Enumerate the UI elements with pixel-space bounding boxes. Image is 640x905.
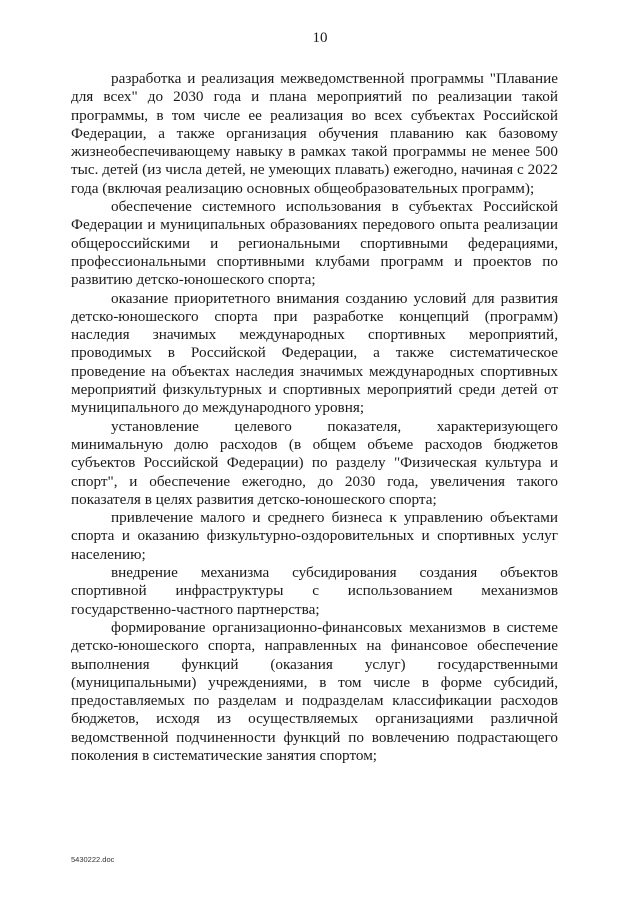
paragraph-target-indicator: установление целевого показателя, характеризующего минимальную долю расходов (в общем объеме расходов бюджетов субъектов Российской Федерации) по разделу "Физическая культура и спорт", и обеспечение ежегодно, до 2030 года, увеличения такого показателя в целях развития детско-юношеского спорта;	[71, 417, 558, 508]
document-body	[71, 70, 558, 765]
paragraph-financial-mechanisms: формирование организационно-финансовых механизмов в системе детско-юношеского спорта, направленных на финансовое обеспечение выполнения функций (оказания услуг) государственными (муниципальными) учреждениями, в том числе в форме субсидий, предоставляемых по разделам и подразделам классификации расходов бюджетов, исходя из осуществляемых организациями различной ведомственной подчиненности функций по вовлечению подрастающего поколения в систематические занятия спортом;	[71, 618, 558, 764]
paragraph-best-practices: обеспечение системного использования в субъектах Российской Федерации и муниципальных образованиях передового опыта реализации общероссийскими и региональными спортивными федерациями, профессиональными спортивными клубами программ и проектов по развитию детско-юношеского спорта;	[71, 198, 558, 289]
page-number: 10	[312, 30, 328, 46]
paragraph-legacy-events: оказание приоритетного внимания созданию условий для развития детско-юношеского спорта при разработке концепций (программ) наследия значимых международных спортивных мероприятий, проводимых в Российской Федерации, а также систематическое проведение на объектах наследия значимых международных спортивных мероприятий физкультурных и спортивных мероприятий среди детей от муниципального до международного уровня;	[71, 289, 558, 417]
footer-file-code: 5430222.doc	[71, 855, 115, 864]
paragraph-business-involvement: привлечение малого и среднего бизнеса к управлению объектами спорта и оказанию физкультурно-оздоровительных и спортивных услуг населению;	[71, 509, 558, 563]
paragraph-swimming-program: разработка и реализация межведомственной программы "Плавание для всех" до 2030 года и плана мероприятий по реализации такой программы, в том числе ее реализация во всех субъектах Российской Федерации, а также организация обучения плаванию как базовому жизнеобеспечивающему навыку в рамках такой программы не менее 500 тыс. детей (из числа детей, не умеющих плавать) ежегодно, начиная с 2022 года (включая реализацию основных общеобразовательных программ);	[71, 70, 558, 197]
paragraph-subsidy-mechanism: внедрение механизма субсидирования создания объектов спортивной инфраструктуры с использованием механизмов государственно-частного партнерства;	[71, 564, 558, 618]
